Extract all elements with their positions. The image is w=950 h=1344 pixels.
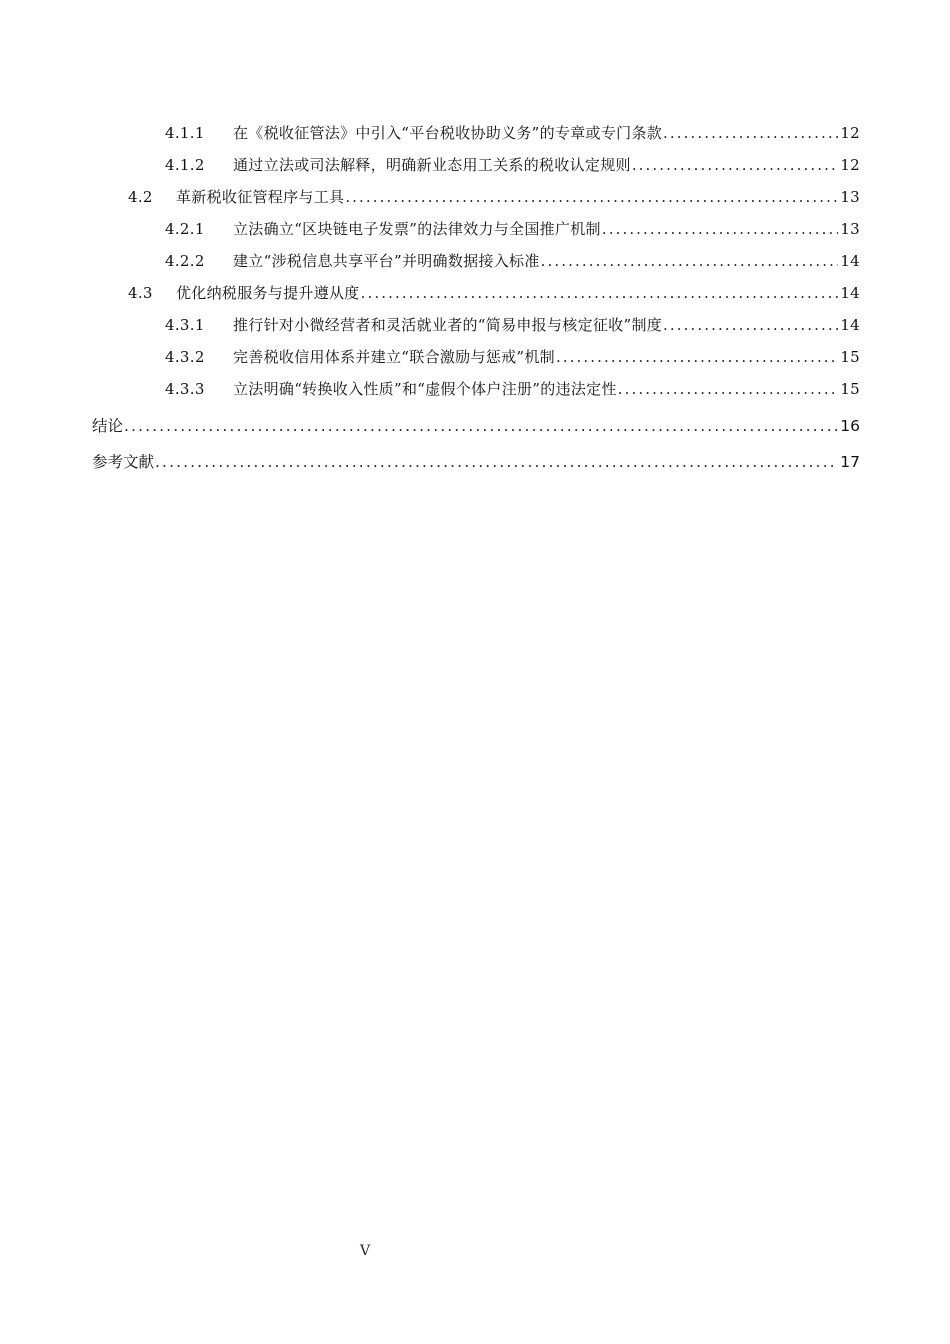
toc-entry-page: 15 xyxy=(840,380,860,398)
toc-entry-number: 4.3.1 xyxy=(165,316,205,334)
toc-entry-page: 17 xyxy=(840,453,860,471)
page-number-footer: V xyxy=(359,1243,371,1259)
toc-entry-4-1-1[interactable] xyxy=(165,118,860,144)
toc-leader-dots xyxy=(556,346,838,368)
toc-entry-number: 4.3.3 xyxy=(165,380,205,398)
toc-entry-title: 通过立法或司法解释，明确新业态用工关系的税收认定规则 xyxy=(233,156,631,174)
toc-leader-dots xyxy=(618,378,839,400)
toc-entry-page: 14 xyxy=(840,284,860,302)
toc-entry-title: 在《税收征管法》中引入“平台税收协助义务”的专章或专门条款 xyxy=(233,124,663,142)
toc-leader-dots xyxy=(541,250,839,272)
toc-entry-title: 完善税收信用体系并建立“联合激励与惩戒”机制 xyxy=(233,348,555,366)
toc-entry-references[interactable] xyxy=(92,447,860,473)
toc-entry-number: 4.1.2 xyxy=(165,156,205,174)
toc-entry-title: 优化纳税服务与提升遵从度 xyxy=(176,284,360,302)
toc-entry-number: 4.2.2 xyxy=(165,252,205,270)
toc-entry-number: 4.2.1 xyxy=(165,220,205,238)
toc-entry-4-2[interactable] xyxy=(128,182,860,208)
toc-entry-title: 参考文献 xyxy=(92,453,155,471)
toc-entry-title: 结论 xyxy=(92,417,124,435)
toc-entry-title: 立法明确“转换收入性质”和“虚假个体户注册”的违法定性 xyxy=(233,380,617,398)
toc-entry-4-2-2[interactable] xyxy=(165,246,860,272)
toc-entry-page: 15 xyxy=(840,348,860,366)
toc-entry-title: 建立“涉税信息共享平台”并明确数据接入标准 xyxy=(233,252,540,270)
toc-entry-page: 14 xyxy=(840,316,860,334)
toc-leader-dots xyxy=(663,314,838,336)
toc-entry-number: 4.3.2 xyxy=(165,348,205,366)
toc-leader-dots xyxy=(632,154,839,176)
toc-entry-4-1-2[interactable] xyxy=(165,150,860,176)
toc-entry-number: 4.1.1 xyxy=(165,124,205,142)
toc-leader-dots xyxy=(155,451,838,473)
toc-entry-page: 12 xyxy=(840,124,860,142)
toc-entry-page: 12 xyxy=(840,156,860,174)
toc-leader-dots xyxy=(602,218,838,240)
toc-entry-4-3-3[interactable] xyxy=(165,374,860,400)
toc-entry-conclusion[interactable] xyxy=(92,411,860,437)
toc-entry-4-3-2[interactable] xyxy=(165,342,860,368)
toc-entry-number: 4.2 xyxy=(128,188,153,206)
toc-entry-4-3[interactable] xyxy=(128,278,860,304)
toc-entry-page: 13 xyxy=(840,220,860,238)
toc-entry-page: 14 xyxy=(840,252,860,270)
toc-leader-dots xyxy=(124,415,838,437)
toc-entry-4-2-1[interactable] xyxy=(165,214,860,240)
toc-entry-title: 革新税收征管程序与工具 xyxy=(176,188,345,206)
toc-entry-number: 4.3 xyxy=(128,284,153,302)
toc-leader-dots xyxy=(663,122,838,144)
toc-entry-title: 立法确立“区块链电子发票”的法律效力与全国推广机制 xyxy=(233,220,601,238)
toc-leader-dots xyxy=(361,282,839,304)
toc-entry-page: 16 xyxy=(840,417,860,435)
toc-entry-4-3-1[interactable] xyxy=(165,310,860,336)
toc-entry-title: 推行针对小微经营者和灵活就业者的“简易申报与核定征收”制度 xyxy=(233,316,663,334)
toc-leader-dots xyxy=(345,186,838,208)
toc-entry-page: 13 xyxy=(840,188,860,206)
